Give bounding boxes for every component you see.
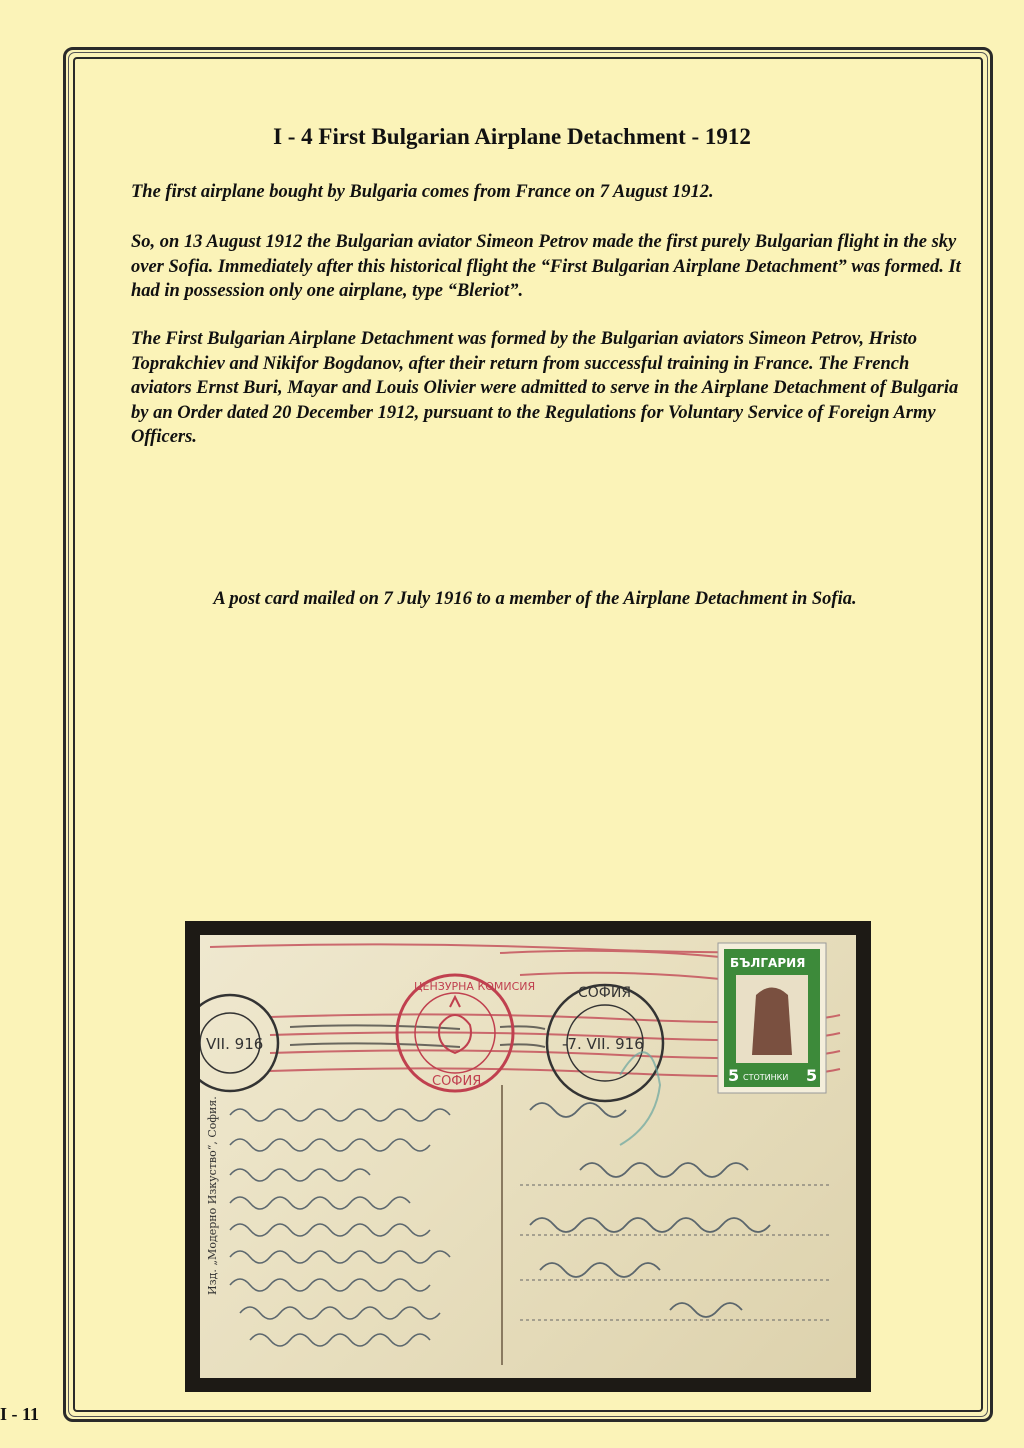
publisher-imprint: Изд. „Модерно Изкуство“, София. <box>206 1096 219 1295</box>
handwritten-message <box>230 1109 450 1346</box>
stamp-denomination: СТОТИНКИ <box>743 1073 789 1082</box>
postmark-left <box>200 995 278 1091</box>
page-number: I - 11 <box>0 1404 40 1424</box>
stamp-value-left: 5 <box>728 1066 740 1085</box>
postcard-caption: A post card mailed on 7 July 1916 to a member of the Airplane Detachment in Sofia. <box>213 589 857 609</box>
red-seal-top-text: ЦЕНЗУРНА КОМИСИЯ <box>414 980 536 993</box>
blue-pencil-mark <box>620 1052 660 1145</box>
postmark-right-date: -7. VII. 916 <box>562 1035 644 1053</box>
postmark-left-date: VII. 916 <box>206 1035 264 1053</box>
postmark-right <box>547 985 663 1101</box>
postcard-drawing <box>200 935 856 1378</box>
postage-stamp <box>718 943 826 1093</box>
handwritten-address <box>530 1103 770 1317</box>
postcard-image <box>200 935 856 1378</box>
stamp-value-right: 5 <box>806 1066 818 1085</box>
paragraph-1: The first airplane bought by Bulgaria comes from France on 7 August 1912. <box>131 182 714 202</box>
stamp-country: БЪЛГАРИЯ <box>730 956 806 970</box>
postmark-right-city: СОФИЯ <box>578 985 632 1001</box>
black-cancel-lines <box>290 1025 545 1047</box>
paragraph-2: So, on 13 August 1912 the Bulgarian aviator Simeon Petrov made the first purely Bulgarian flight in the sky over Sofia. Immediately after this historical flight the “First Bulgarian Airplane Detachment” was formed. It had in possession only one airplane, type “Bleriot”. <box>131 232 961 301</box>
address-lines <box>520 1185 830 1320</box>
red-seal-bottom-text: СОФИЯ <box>432 1074 482 1089</box>
page-title: I - 4 First Bulgarian Airplane Detachment - 1912 <box>273 124 751 149</box>
paragraph-3: The First Bulgarian Airplane Detachment was formed by the Bulgarian aviators Simeon Petrov, Hristo Toprakchiev and Nikifor Bogdanov, after their return from successful training in France. The French aviators Ernst Buri, Mayar and Louis Olivier were admitted to serve in the Airplane Detachment of Bulgaria by an Order dated 20 December 1912, pursuant to the Regulations for Voluntary Service of Foreign Army Officers. <box>131 329 959 447</box>
